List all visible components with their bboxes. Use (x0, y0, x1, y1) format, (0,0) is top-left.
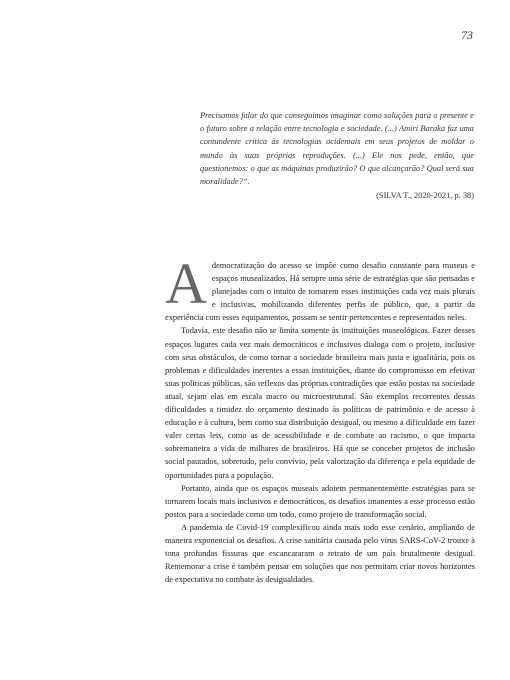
quote-text: Precisamos falar do que conseguimos imaginar como soluções para o presente e o futuro sobre a relação entre tecnologia e sociedade. (...) Amiri Baraka faz uma contundente crítica às tecnologias ocidentais em seus projetos de moldar o mundo às suas próprias reproduções. (...) Ele nos pede, então, que questionemos: o que as máquinas produzirão? O que alcançarão? Qual será sua moralidade?”. (200, 111, 474, 187)
paragraph-2: Todavia, este desafio não se limita somente às instituições museológicas. Fazer desses espaços lugares cada vez mais democráticos e inclusivos dialoga com o projeto, inclusive com seus obstáculos, de como tornar a sociedade brasileira mais justa e igualitária, pois os problemas e dificuldades inerentes a essas instituições, diante do compromisso em efetivar suas políticas públicas, são reflexos das próprias contradições que estão postas na sociedade atual, sejam elas em escala macro ou microestrutural. São exemplos recorrentes dessas dificuldades a timidez do orçamento destinado às políticas de patrimônio e de acesso à educação e à cultura, bem como sua distribuição desigual, ou mesmo a dificuldade em fazer valer certas leis, como as de acessibilidade e de combate ao racismo, o que impacta sobremaneira a vida de milhares de brasileiros. Há que se conceber projetos de inclusão social pautados, sobretudo, pelo convívio, pela valorização da diferença e pela equidade de oportunidades para a população. (165, 326, 475, 480)
quote-citation: (SILVA T., 2020-2021, p. 38) (376, 191, 474, 201)
paragraph-4: A pandemia de Covid-19 complexificou ainda mais todo esse cenário, ampliando de maneira exponencial os desafios. A crise sanitária causada pelo vírus SARS-CoV-2 trouxe à tona profundas fissuras que escancararam o retrato de um país brutalmente desigual. Rememorar a crise é também pensar em soluções que nos permitam criar novos horizontes de expectativa no combate às desigualdades. (165, 522, 475, 585)
page-number: 73 (461, 28, 473, 42)
drop-cap: A (165, 251, 207, 316)
paragraph-1 (165, 251, 475, 324)
paragraph-1-text: democratização do acesso se impõe como desafio constante para museus e espaços musealizados. Há sempre uma série de estratégias que são pensadas e planejadas com o intuito de tornarem esses instituições cada vez mais plurais e inclusivas, mobilizando diferentes perfis de público, que, a partir da experiência com esses equipamentos, possam se sentir pertencentes e representados neles. (165, 261, 475, 323)
body-text (165, 251, 475, 586)
block-quote (200, 109, 474, 202)
paragraph-3: Portanto, ainda que os espaços museais adotem permanentemente estratégias para se tornarem locais mais inclusivos e democráticos, os desafios imanentes a esse processo estão postos para a sociedade como um todo, como projeto de transformação social. (165, 483, 475, 519)
